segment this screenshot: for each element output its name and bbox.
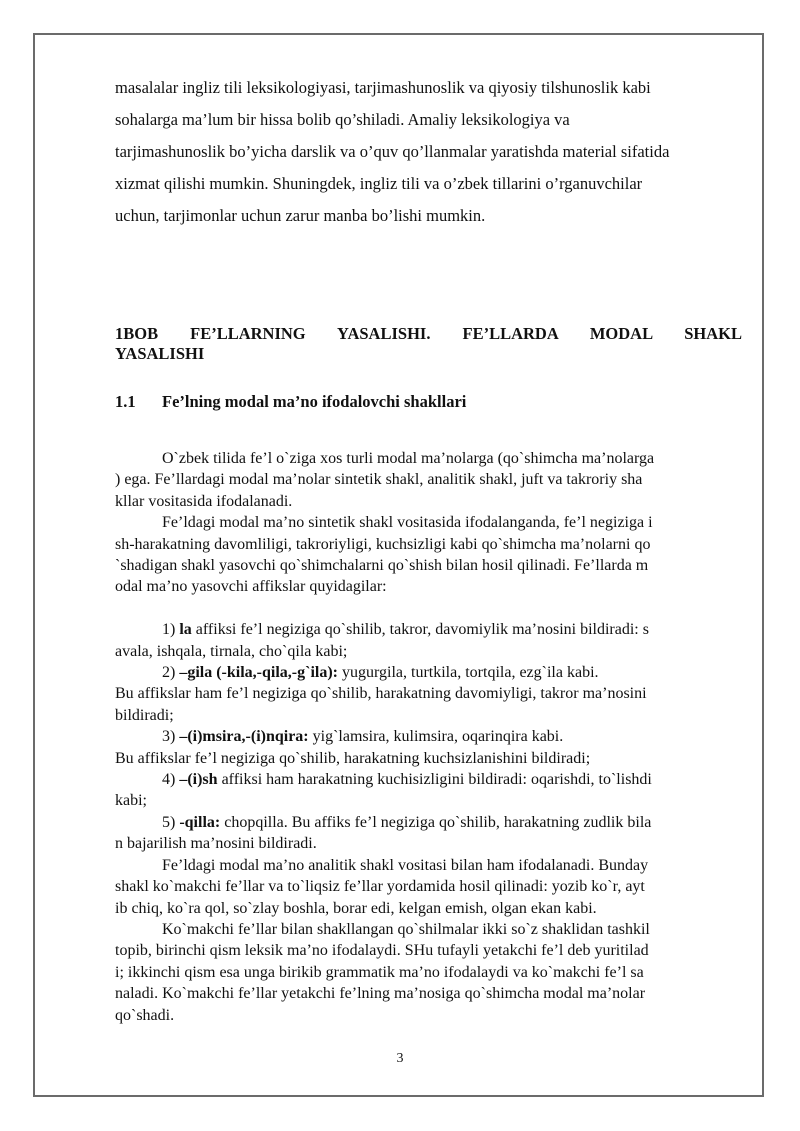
body-text bbox=[115, 448, 742, 1026]
section-heading bbox=[115, 392, 742, 412]
list-text: chopqilla. Bu affiks fe’l negiziga qo`shilib, harakatning zudlik bila bbox=[220, 813, 652, 831]
page-number: 3 bbox=[396, 1051, 404, 1066]
text-line: naladi. Ko`makchi fe’llar yetakchi fe’lning ma’nosiga qo`shimcha modal ma’nolar bbox=[115, 985, 646, 1003]
list-number: 3) bbox=[162, 728, 180, 746]
intro-line: uchun, tarjimonlar uchun zarur manba bo’lishi mumkin. bbox=[115, 206, 486, 225]
list-item-4 bbox=[115, 769, 742, 790]
text-line: Fe’ldagi modal ma’no sintetik shakl vositasida ifodalanganda, fe’l negiziga i bbox=[162, 514, 653, 532]
text-line: kllar vositasida ifodalanadi. bbox=[115, 492, 293, 510]
list-item-2 bbox=[115, 662, 742, 683]
list-text: affiksi ham harakatning kuchisizligini bildiradi: oqarishdi, to`lishdi bbox=[217, 771, 652, 789]
text-line: Fe’ldagi modal ma’no analitik shakl vositasi bilan ham ifodalanadi. Bunday bbox=[162, 856, 649, 874]
intro-line: xizmat qilishi mumkin. Shuningdek, ingliz tili va o’zbek tillarini o’rganuvchilar bbox=[115, 174, 643, 193]
text-line: shakl ko`makchi fe’llar va to`liqsiz fe’llar yordamida hosil qilinadi: yozib ko`r, ayt bbox=[115, 878, 645, 896]
text-line: qo`shadi. bbox=[115, 1006, 175, 1024]
text-line: `shadigan shakl yasovchi qo`shimchalarni qo`shish bilan hosil qilinadi. Fe’llarda m bbox=[115, 557, 649, 575]
intro-paragraph bbox=[115, 72, 742, 232]
list-text: affiksi fe’l negiziga qo`shilib, takror, davomiylik ma’nosini bildiradi: s bbox=[191, 621, 649, 639]
chapter-heading-line: YASALISHI bbox=[115, 344, 205, 363]
intro-line: sohalarga ma’lum bir hissa bolib qo’shiladi. Amaliy leksikologiya va bbox=[115, 110, 570, 129]
affix-term: –(i)msira,-(i)nqira: bbox=[179, 728, 309, 746]
text-line: topib, birinchi qism leksik ma’no ifodalaydi. SHu tufayli yetakchi fe’l deb yuritilad bbox=[115, 942, 649, 960]
list-number: 1) bbox=[162, 621, 180, 639]
text-line: Bu affikslar ham fe’l negiziga qo`shilib, harakatning davomiyligi, takror ma’nosini bbox=[115, 685, 647, 703]
list-number: 5) bbox=[162, 813, 180, 831]
text-line: Ko`makchi fe’llar bilan shakllangan qo`shilmalar ikki so`z shaklidan tashkil bbox=[162, 920, 650, 938]
text-line: ) ega. Fe’llardagi modal ma’nolar sintetik shakl, analitik shakl, juft va takroriy sha bbox=[115, 471, 643, 489]
text-line: ib chiq, ko`ra qol, so`zlay boshla, borar edi, kelgan emish, olgan ekan kabi. bbox=[115, 899, 597, 917]
blank-line bbox=[115, 598, 742, 619]
section-title: Fe’lning modal ma’no ifodalovchi shakllari bbox=[162, 392, 467, 411]
chapter-heading bbox=[115, 324, 742, 364]
text-line: Bu affikslar fe’l negiziga qo`shilib, harakatning kuchsizlanishini bildiradi; bbox=[115, 749, 591, 767]
list-number: 4) bbox=[162, 771, 180, 789]
text-line: kabi; bbox=[115, 792, 147, 810]
text-line: odal ma’no yasovchi affikslar quyidagilar: bbox=[115, 578, 387, 596]
chapter-heading-line: 1BOB FE’LLARNING YASALISHI. FE’LLARDA MODAL SHAKL bbox=[115, 324, 742, 343]
section-number: 1.1 bbox=[115, 392, 136, 411]
list-item-3 bbox=[115, 726, 742, 747]
list-item-1 bbox=[115, 619, 742, 640]
list-text: yugurgila, turtkila, tortqila, ezg`ila kabi. bbox=[337, 664, 599, 682]
text-line: n bajarilish ma’nosini bildiradi. bbox=[115, 835, 317, 853]
affix-term: -qilla: bbox=[179, 813, 221, 831]
intro-line: tarjimashunoslik bo’yicha darslik va o’quv qo’llanmalar yaratishda material sifatida bbox=[115, 142, 670, 161]
page-content bbox=[115, 72, 742, 1026]
text-line: avala, ishqala, tirnala, cho`qila kabi; bbox=[115, 642, 348, 660]
text-line: O`zbek tilida fe’l o`ziga xos turli modal ma’nolarga (qo`shimcha ma’nolarga bbox=[162, 450, 655, 467]
text-line: bildiradi; bbox=[115, 706, 174, 724]
text-line: i; ikkinchi qism esa unga birikib grammatik ma’no ifodalaydi va ko`makchi fe’l sa bbox=[115, 963, 644, 981]
list-text: yig`lamsira, kulimsira, oqarinqira kabi. bbox=[308, 728, 564, 746]
affix-term: –(i)sh bbox=[179, 771, 218, 789]
affix-term: la bbox=[179, 621, 192, 639]
list-number: 2) bbox=[162, 664, 180, 682]
affix-term: –gila (-kila,-qila,-g`ila): bbox=[179, 664, 338, 682]
text-line: sh-harakatning davomliligi, takroriyligi, kuchsizligi kabi qo`shimcha ma’nolarni qo bbox=[115, 535, 651, 553]
list-item-5 bbox=[115, 812, 742, 833]
intro-line: masalalar ingliz tili leksikologiyasi, tarjimashunoslik va qiyosiy tilshunoslik kabi bbox=[115, 78, 651, 97]
